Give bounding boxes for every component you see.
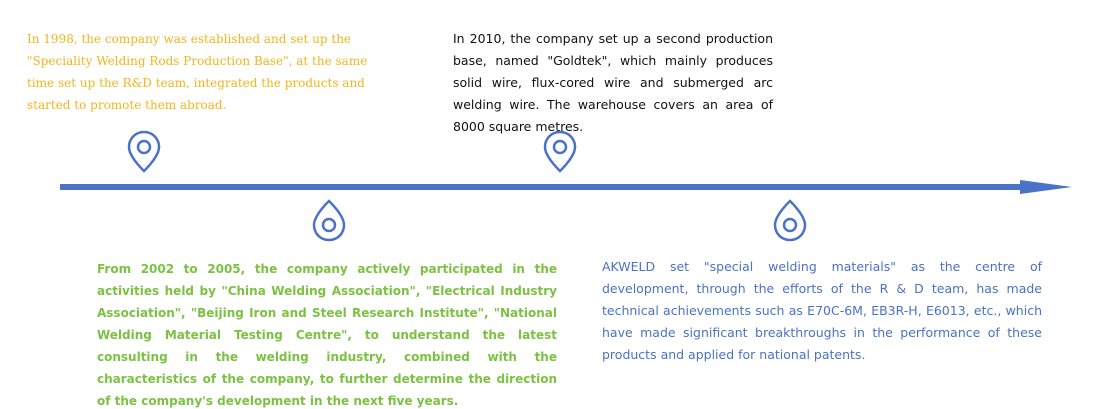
event-1998-text: In 1998, the company was established and set up the "Speciality Welding Rods Production Base", at the same time set up the R&D team, integrated the products and started to promote them abroad. <box>27 32 368 112</box>
location-pin-icon <box>126 130 162 174</box>
event-2010-text: In 2010, the company set up a second production base, named "Goldtek", which mainly produces solid wire, flux-cored wire and submerged arc welding wire. The warehouse covers an area of 8000 square metres. <box>453 31 773 134</box>
event-2002-2005-text: From 2002 to 2005, the company actively participated in the activities held by "China Welding Association", "Electrical Industry Association", "Beijing Iron and Steel Research Institute", "National Welding Material Testing Centre", to understand the latest consulting in the welding industry, combined with the characteristics of the company, to further determine the direction of the company's development in the next five years. <box>97 262 557 408</box>
location-pin-icon <box>772 198 808 242</box>
location-pin-icon <box>311 198 347 242</box>
timeline-arrowhead <box>1020 180 1072 194</box>
event-akweld-text: AKWELD set "special welding materials" as the centre of development, through the efforts of the R & D team, has made technical achievements such as E70C-6M, EB3R-H, E6013, etc., which have made significant breakthroughs in the performance of these products and applied for national patents. <box>602 259 1042 362</box>
